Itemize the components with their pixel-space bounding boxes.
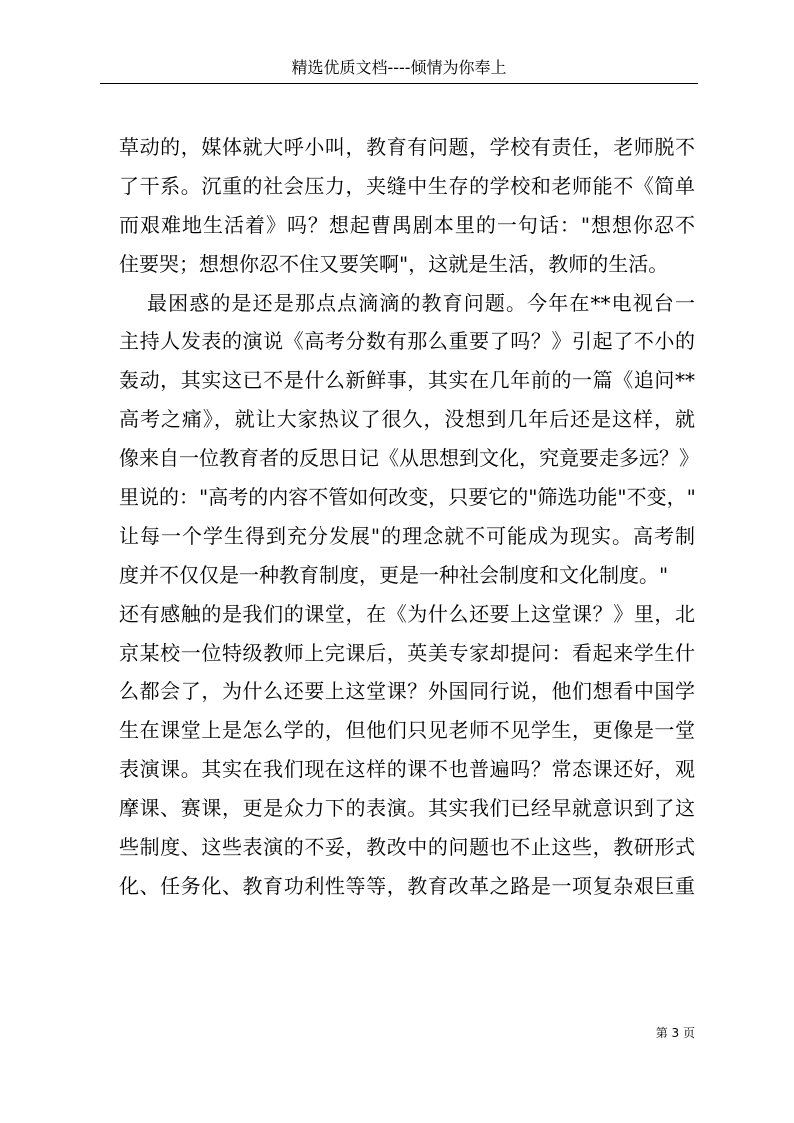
text-line: 里说的："高考的内容不管如何改变，只要它的"筛选功能"不变，" xyxy=(119,485,696,510)
text-line: 最困惑的是还是那点点滴滴的教育问题。今年在**电视台一 xyxy=(147,290,695,315)
text-line: 让每一个学生得到充分发展"的理念就不可能成为现实。高考制 xyxy=(119,523,695,548)
text-line: 京某校一位特级教师上完课后，英美专家却提问：看起来学生什 xyxy=(119,640,695,665)
header-title: 精选优质文档----倾情为你奉上 xyxy=(291,58,507,77)
text-line: 像来自一位教育者的反思日记《从思想到文化，究竟要走多远？》 xyxy=(119,446,699,471)
text-line: 主持人发表的演说《高考分数有那么重要了吗？》引起了不小的 xyxy=(119,329,695,354)
text-line: 表演课。其实在我们现在这样的课不也普遍吗？常态课还好，观 xyxy=(119,757,695,782)
text-line: 度并不仅仅是一种教育制度，更是一种社会制度和文化制度。" xyxy=(119,562,669,587)
text-line: 么都会了，为什么还要上这堂课？外国同行说，他们想看中国学 xyxy=(119,679,695,704)
document-body xyxy=(119,128,699,906)
page-number: 第 3 页 xyxy=(655,1026,695,1040)
text-line: 摩课、赛课，更是众力下的表演。其实我们已经早就意识到了这 xyxy=(119,796,695,821)
page-header xyxy=(100,55,698,84)
text-line: 高考之痛》，就让大家热议了很久，没想到几年后还是这样，就 xyxy=(119,407,695,432)
text-line: 了干系。沉重的社会压力，夹缝中生存的学校和老师能不《简单 xyxy=(119,173,695,198)
text-line: 住要哭；想想你忍不住又要笑啊"，这就是生活，教师的生活。 xyxy=(119,251,669,276)
text-line: 而艰难地生活着》吗？想起曹禺剧本里的一句话："想想你忍不 xyxy=(119,212,695,237)
text-line: 草动的，媒体就大呼小叫，教育有问题，学校有责任，老师脱不 xyxy=(119,135,695,159)
text-line: 轰动，其实这已不是什么新鲜事，其实在几年前的一篇《追问** xyxy=(119,368,695,393)
text-line: 化、任务化、教育功利性等等，教育改革之路是一项复杂艰巨重 xyxy=(119,873,695,898)
text-line: 些制度、这些表演的不妥，教改中的问题也不止这些，教研形式 xyxy=(119,835,695,860)
text-line: 生在课堂上是怎么学的，但他们只见老师不见学生，更像是一堂 xyxy=(119,718,695,743)
text-line: 还有感触的是我们的课堂，在《为什么还要上这堂课？》里，北 xyxy=(119,601,695,626)
page-footer xyxy=(600,1025,695,1041)
